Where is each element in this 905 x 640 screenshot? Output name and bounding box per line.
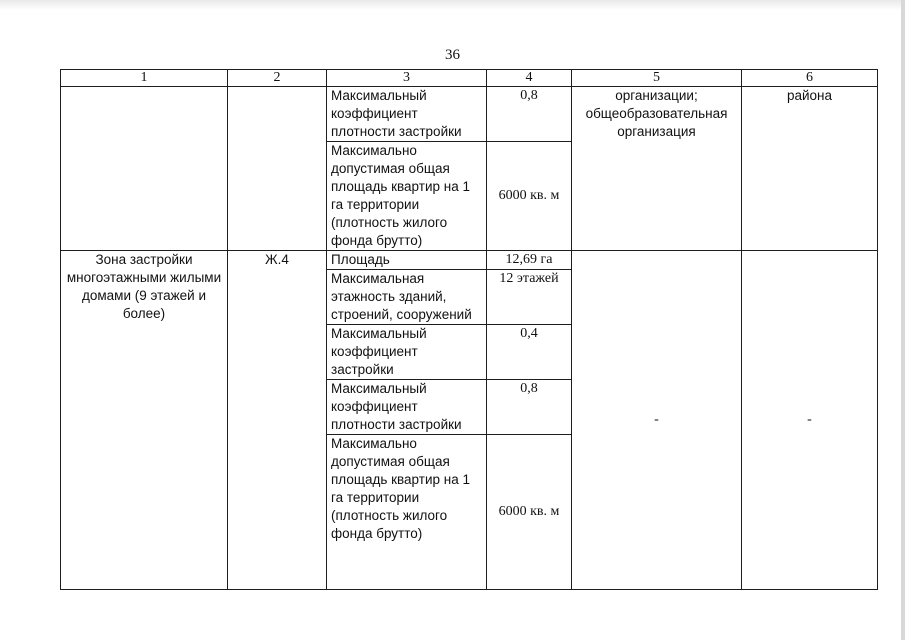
param-value-cell: 12 этажей — [487, 270, 572, 325]
param-value-cell: 0,8 — [487, 87, 572, 142]
table-header-row — [61, 70, 878, 87]
param-name-cell: Максимальная этажность зданий, строений, сооружений — [327, 270, 487, 325]
header-cell: 5 — [572, 70, 742, 87]
page-number: 36 — [445, 47, 460, 63]
zone-name-cell: Зона застройки многоэтажными жилыми домами (9 этажей и более) — [61, 251, 228, 590]
param-value-cell: 12,69 га — [487, 251, 572, 270]
param-value-cell: 6000 кв. м — [487, 142, 572, 251]
param-value-cell: 0,8 — [487, 380, 572, 435]
param-value-cell: 0,4 — [487, 325, 572, 380]
param-name-cell: Максимальный коэффициент плотности застройки — [327, 380, 487, 435]
param-name-cell: Максимально допустимая общая площадь квартир на 1 га территории (плотность жилого фонда брутто) — [327, 142, 487, 251]
param-name-cell: Площадь — [327, 251, 487, 270]
col6-cell: - — [742, 251, 878, 590]
header-cell: 6 — [742, 70, 878, 87]
col6-cell: района — [742, 87, 878, 251]
scan-edge-right — [901, 0, 905, 640]
header-cell: 4 — [487, 70, 572, 87]
scan-edge-top — [0, 0, 905, 10]
table-row — [61, 87, 878, 142]
param-name-cell: Максимально допустимая общая площадь квартир на 1 га территории (плотность жилого фонда брутто) — [327, 435, 487, 590]
header-cell: 3 — [327, 70, 487, 87]
col5-cell: - — [572, 251, 742, 590]
zone-name-cell — [61, 87, 228, 251]
header-cell: 1 — [61, 70, 228, 87]
param-name-cell: Максимальный коэффициент плотности застройки — [327, 87, 487, 142]
zone-code-cell — [228, 87, 327, 251]
zone-code-cell: Ж.4 — [228, 251, 327, 590]
param-value-cell: 6000 кв. м — [487, 435, 572, 590]
param-name-cell: Максимальный коэффициент застройки — [327, 325, 487, 380]
zoning-table — [60, 69, 878, 590]
table-row — [61, 251, 878, 270]
header-cell: 2 — [228, 70, 327, 87]
col5-cell: организации; общеобразовательная организация — [572, 87, 742, 251]
